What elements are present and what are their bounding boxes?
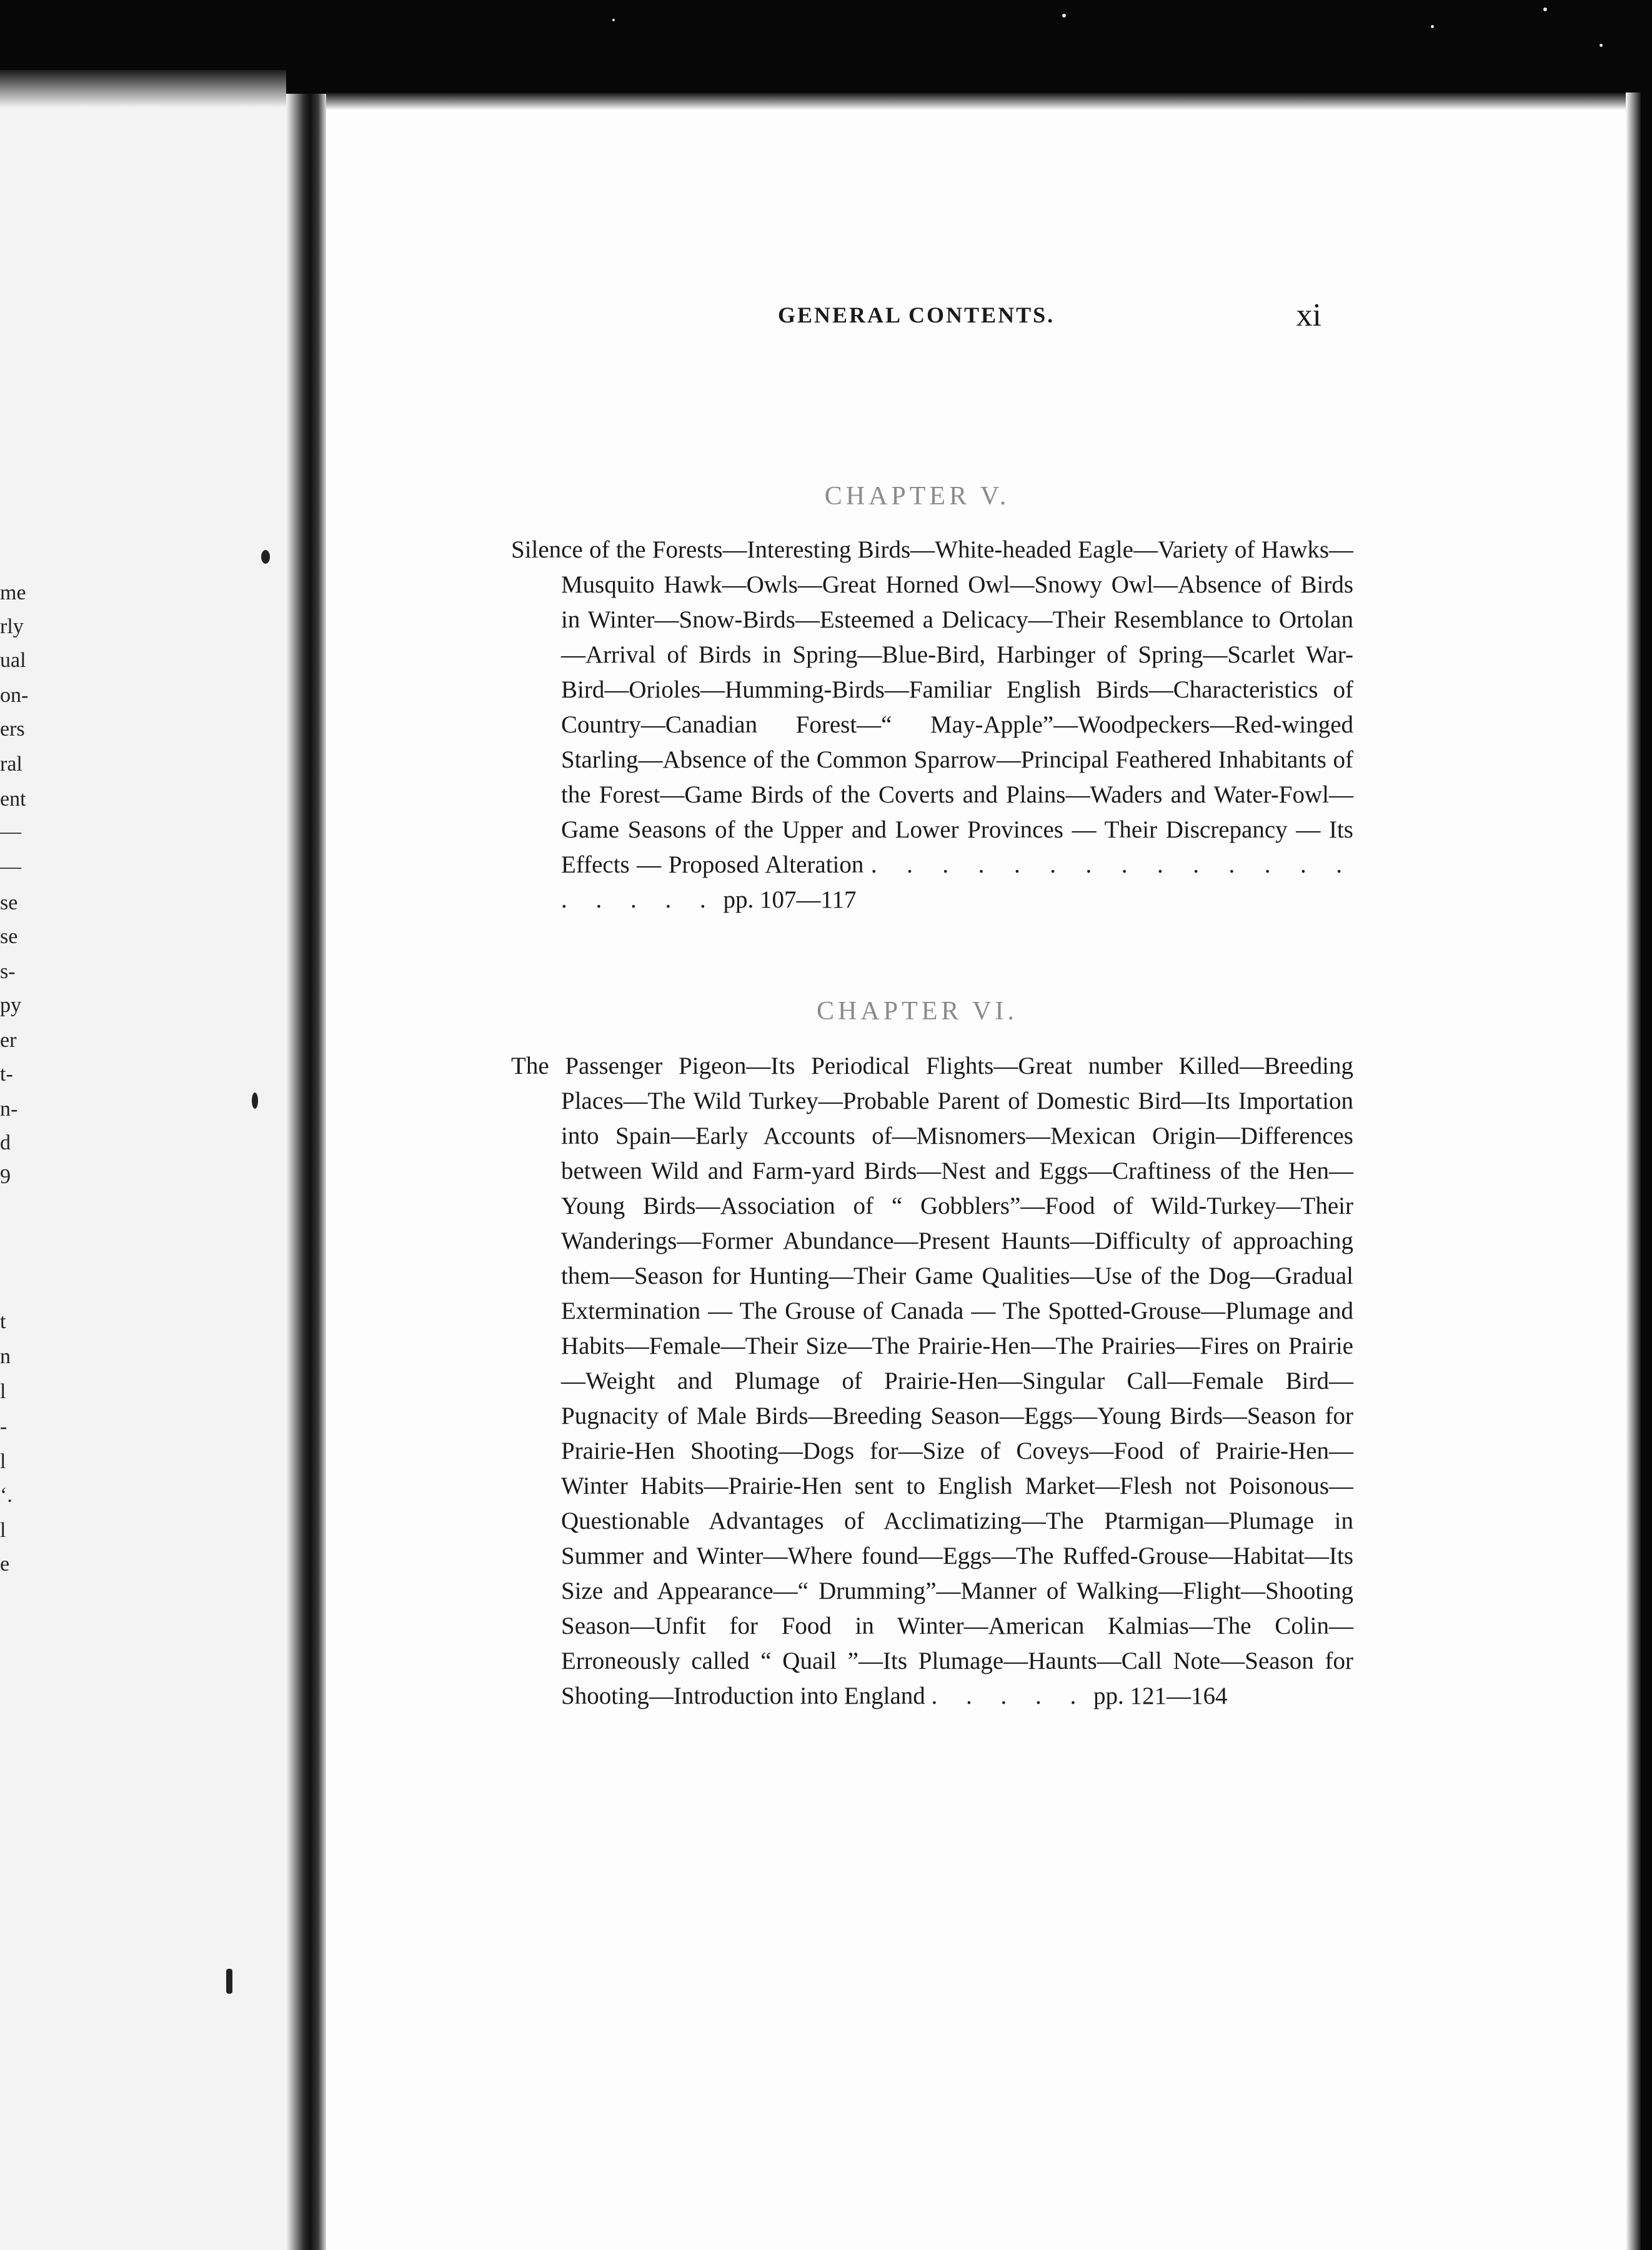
- left-page: [0, 70, 286, 2250]
- left-fragment: t: [0, 1310, 6, 1333]
- left-fragment: e: [0, 1552, 10, 1576]
- background-speck: [1600, 44, 1603, 47]
- dot-leaders: . . . . . . . . . . . . . . . . . . .: [561, 851, 1354, 913]
- left-fragment: ent: [0, 788, 26, 811]
- page-range: pp. 121—164: [1093, 1682, 1228, 1709]
- background-speck: [1431, 25, 1434, 28]
- ink-mark: [261, 550, 270, 564]
- left-fragment: —: [0, 820, 21, 843]
- left-fragment: er: [0, 1029, 17, 1052]
- left-fragment: py: [0, 994, 21, 1017]
- background-speck: [1062, 14, 1066, 18]
- left-fragment: l: [0, 1519, 6, 1542]
- left-fragment: t-: [0, 1062, 13, 1086]
- left-fragment: se: [0, 891, 18, 914]
- chapter-heading: CHAPTER VI.: [817, 997, 1018, 1026]
- chapter-summary-text: Silence of the Forests—Interesting Birds—White-headed Eagle—Variety of Hawks—Musquito Hawk—Owls—Great Horned Owl—Snowy Owl—Absence of Birds in Winter—Snow-Birds—Esteemed a Delicacy—Their Resemblance to Ortolan—Arrival of Birds in Spring—Blue-Bird, Harbinger of Spring—Scarlet War-Bird—Orioles—Humming-Birds—Familiar English Birds—Characteristics of Country—Canadian Forest—“ May-Apple”—Woodpeckers—Red-winged Starling—Absence of the Common Sparrow—Principal Feathered Inhabitants of the Forest—Game Birds of the Coverts and Plains—Waders and Water-Fowl—Game Seasons of the Upper and Lower Provinces — Their Discrepancy — Its Effects — Proposed Alteration: [511, 536, 1353, 878]
- left-fragment: s-: [0, 960, 16, 983]
- book-gutter: [286, 94, 326, 2250]
- chapter-heading: CHAPTER V.: [824, 482, 1010, 511]
- left-fragment: me: [0, 581, 26, 604]
- chapter-summary-text: The Passenger Pigeon—Its Periodical Flights—Great number Killed—Breeding Places—The Wild Turkey—Probable Parent of Domestic Bird—Its Importation into Spain—Early Accounts of—Misnomers—Mexican Origin—Differences between Wild and Farm-yard Birds—Nest and Eggs—Craftiness of the Hen—Young Birds—Association of “ Gobblers”—Food of Wild-Turkey—Their Wanderings—Former Abundance—Present Haunts—Difficulty of approaching them—Season for Hunting—Their Game Qualities—Use of the Dog—Gradual Extermination — The Grouse of Canada — The Spotted-Grouse—Plumage and Habits—Female—Their Size—The Prairie-Hen—The Prairies—Fires on Prairie—Weight and Plumage of Prairie-Hen—Singular Call—Female Bird—Pugnacity of Male Birds—Breeding Season—Eggs—Young Birds—Season for Prairie-Hen Shooting—Dogs for—Size of Coveys—Food of Prairie-Hen—Winter Habits—Prairie-Hen sent to English Market—Flesh not Poisonous—Questionable Advantages of Acclimatizing—The Ptarmigan—Plumage in Summer and Winter—Where found—Eggs—The Ruffed-Grouse—Habitat—Its Size and Appearance—“ Drumming”—Manner of Walking—Flight—Shooting Season—Unfit for Food in Winter—American Kalmias—The Colin—Erroneously called “ Quail ”—Its Plumage—Haunts—Call Note—Season for Shooting—Introduction into England: [511, 1052, 1353, 1709]
- running-title: GENERAL CONTENTS.: [778, 302, 1055, 328]
- background-speck: [1543, 8, 1547, 11]
- left-fragment: d: [0, 1131, 11, 1154]
- left-fragment: —: [0, 855, 21, 878]
- page-number: xi: [1296, 298, 1321, 333]
- left-fragment: l: [0, 1380, 6, 1403]
- running-head: [453, 298, 1321, 352]
- right-page-top-shadow: [326, 92, 1641, 110]
- left-fragment: ral: [0, 752, 22, 776]
- left-fragment: ers: [0, 718, 25, 741]
- left-fragment: l: [0, 1450, 6, 1473]
- ink-mark: [252, 1092, 258, 1109]
- left-fragment: on-: [0, 684, 29, 707]
- left-fragment: n-: [0, 1098, 18, 1121]
- left-fragment: rly: [0, 615, 24, 638]
- left-fragment: 9: [0, 1165, 11, 1188]
- chapter-summary: [511, 1049, 1353, 1714]
- chapter-summary: [511, 532, 1353, 918]
- page-range: pp. 107—117: [723, 886, 857, 913]
- left-fragment: ual: [0, 649, 26, 672]
- background-speck: [612, 19, 615, 21]
- left-fragment: -: [0, 1415, 7, 1438]
- left-page-shadow: [0, 70, 286, 108]
- left-fragment: n: [0, 1345, 11, 1368]
- left-fragment: se: [0, 925, 18, 948]
- dot-leaders: . . . . .: [931, 1682, 1088, 1709]
- left-fragment: ʻ.: [0, 1484, 12, 1507]
- right-page-edge-shadow: [1626, 92, 1641, 2250]
- ink-mark: [226, 1969, 232, 1994]
